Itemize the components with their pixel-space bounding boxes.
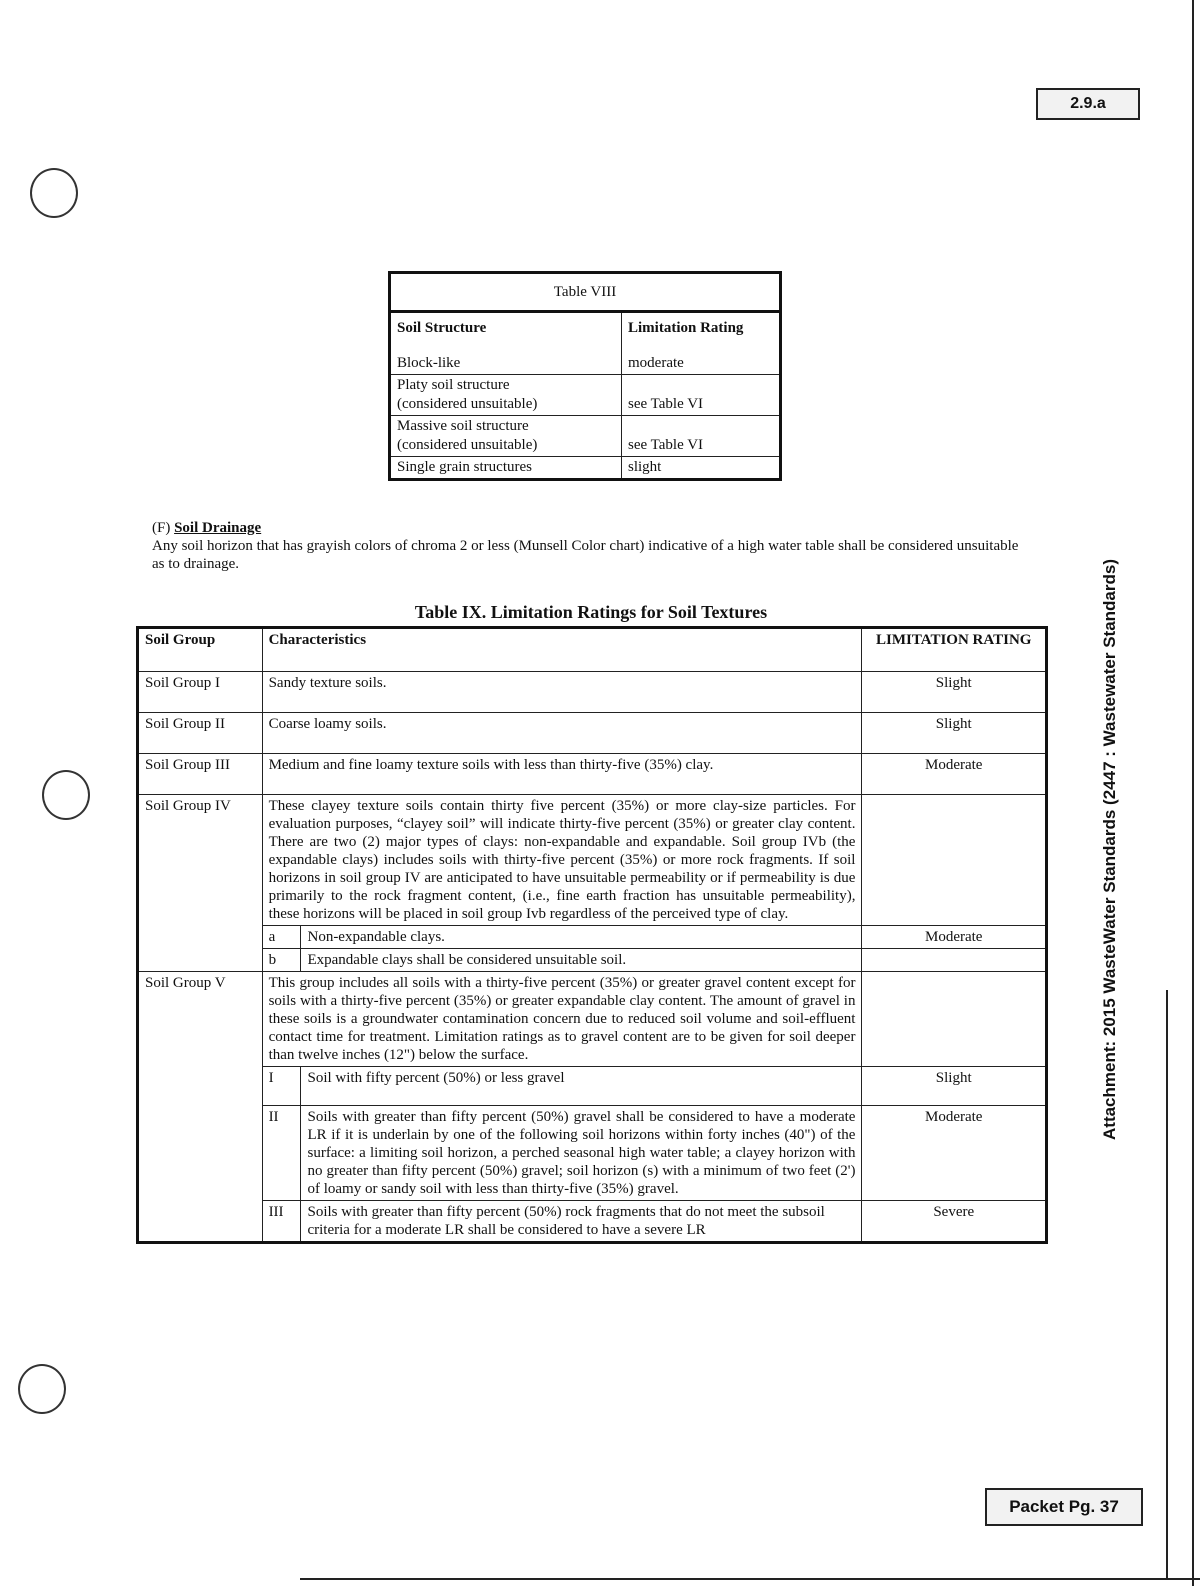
item-number-badge: 2.9.a: [1036, 88, 1140, 120]
group-characteristics: Sandy texture soils.: [262, 672, 862, 713]
subgroup-rating: Severe: [862, 1201, 1047, 1243]
table-viii-cell: Platy soil structure: [397, 377, 510, 393]
packet-page-badge: Packet Pg. 37: [985, 1488, 1143, 1526]
table-viii-cell: see Table VI: [622, 416, 781, 457]
table-viii-cell: see Table VI: [622, 375, 781, 416]
table-row: [138, 1201, 1047, 1243]
table-row: [138, 672, 1047, 713]
subgroup-rating: [862, 949, 1047, 972]
subgroup-rating: Moderate: [862, 926, 1047, 949]
group-name: Soil Group I: [138, 672, 263, 713]
table-row: [138, 926, 1047, 949]
subgroup-text: Soils with greater than fifty percent (50%) rock fragments that do not meet the subsoil criteria for a moderate LR shall be considered to have a severe LR: [301, 1201, 862, 1243]
subgroup-id: a: [262, 926, 301, 949]
group-rating: Slight: [862, 672, 1047, 713]
group-rating: Moderate: [862, 754, 1047, 795]
group-name: Soil Group III: [138, 754, 263, 795]
group-characteristics: Medium and fine loamy texture soils with less than thirty-five (35%) clay.: [262, 754, 862, 795]
table-viii-title: Table VIII: [390, 273, 781, 312]
table-viii-cell: moderate: [628, 355, 684, 371]
table-viii-cell: (considered unsuitable): [397, 396, 538, 412]
table-row: [138, 754, 1047, 795]
table-row: [138, 795, 1047, 926]
group-name: Soil Group IV: [138, 795, 263, 972]
table-header-row: [138, 628, 1047, 672]
table-row: [390, 457, 781, 480]
subgroup-id: b: [262, 949, 301, 972]
subgroup-text: Soils with greater than fifty percent (50%) gravel shall be considered to have a moderate LR if it is underlain by one of the following soil horizons within forty inches (40") of the surface: a limiting soil horizon, a perched seasonal high water table; a clayey horizon with no greater than fifty percent (50%) gravel; soil horizon (s) with a minimum of two feet (2') of loamy or sandy soil with less than thirty-five (35%) gravel.: [301, 1106, 862, 1201]
punch-hole-top: [30, 168, 78, 218]
group-rating: [862, 972, 1047, 1067]
punch-hole-bottom: [18, 1364, 66, 1414]
table-row: [390, 312, 781, 375]
soil-drainage-section: [152, 519, 1032, 573]
group-characteristics: These clayey texture soils contain thirty five percent (35%) or more clay-size particles. For evaluation purposes, “clayey soil” will indicate thirty-five percent (35%) or greater clay content. There are two (2) major types of clays: non-expandable and expandable. Soil group IVb (the expandable clays) includes soils with thirty-five percent (35%) or more rock fragments. If soil horizons in soil group IV are anticipated to have unsuitable permeability or if permeability is due primarily to the rock fragment content, (i.e., fine earth fraction has unsuitable permeability), these horizons will be placed in soil group Ivb regardless of the perceived type of clay.: [262, 795, 862, 926]
subgroup-text: Expandable clays shall be considered unsuitable soil.: [301, 949, 862, 972]
table-row: [138, 1106, 1047, 1201]
table-viii-header-rating: Limitation Rating: [628, 320, 744, 336]
group-rating: Slight: [862, 713, 1047, 754]
header-limitation-rating: LIMITATION RATING: [862, 628, 1047, 672]
page-right-border: [1192, 0, 1194, 1586]
section-label: (F): [152, 520, 171, 536]
table-row: [138, 1067, 1047, 1106]
table-ix-title: Table IX. Limitation Ratings for Soil Textures: [414, 602, 768, 622]
table-viii-cell: (considered unsuitable): [397, 437, 538, 453]
subgroup-id: II: [262, 1106, 301, 1201]
subgroup-id: I: [262, 1067, 301, 1106]
page-bottom-border: [300, 1578, 1200, 1580]
table-viii-cell: Block-like: [397, 355, 461, 371]
group-characteristics: Coarse loamy soils.: [262, 713, 862, 754]
table-viii-cell: Massive soil structure: [397, 418, 529, 434]
section-heading: Soil Drainage: [174, 520, 262, 536]
table-row: [390, 375, 781, 416]
table-viii-cell: slight: [622, 457, 781, 480]
table-viii: [388, 271, 782, 481]
header-characteristics: Characteristics: [262, 628, 862, 672]
side-rule: [1166, 990, 1168, 1580]
group-name: Soil Group II: [138, 713, 263, 754]
subgroup-rating: Slight: [862, 1067, 1047, 1106]
subgroup-rating: Moderate: [862, 1106, 1047, 1201]
table-row: [138, 972, 1047, 1067]
table-row: [138, 713, 1047, 754]
subgroup-text: Soil with fifty percent (50%) or less gravel: [301, 1067, 862, 1106]
group-characteristics: This group includes all soils with a thirty-five percent (35%) or greater gravel content except for soils with a thirty-five percent (35%) or greater expandable clay content. The amount of gravel in these soils is a groundwater contamination concern due to reduced soil volume and soil-effluent contact time for treatment. Limitation ratings as to gravel content are to be given for soil deeper than twelve inches (12") below the surface.: [262, 972, 862, 1067]
group-name: Soil Group V: [138, 972, 263, 1243]
punch-hole-middle: [42, 770, 90, 820]
subgroup-text: Non-expandable clays.: [301, 926, 862, 949]
section-body: Any soil horizon that has grayish colors of chroma 2 or less (Munsell Color chart) indicative of a high water table shall be considered unsuitable as to drainage.: [152, 538, 1019, 572]
table-viii-header-structure: Soil Structure: [397, 320, 487, 336]
table-ix: [136, 626, 1048, 1244]
table-row: [390, 416, 781, 457]
header-soil-group: Soil Group: [138, 628, 263, 672]
attachment-side-label: Attachment: 2015 WasteWater Standards (2447 : Wastewater Standards): [1100, 558, 1119, 1140]
subgroup-id: III: [262, 1201, 301, 1243]
table-viii-cell: Single grain structures: [390, 457, 622, 480]
table-row: [138, 949, 1047, 972]
group-rating: [862, 795, 1047, 926]
